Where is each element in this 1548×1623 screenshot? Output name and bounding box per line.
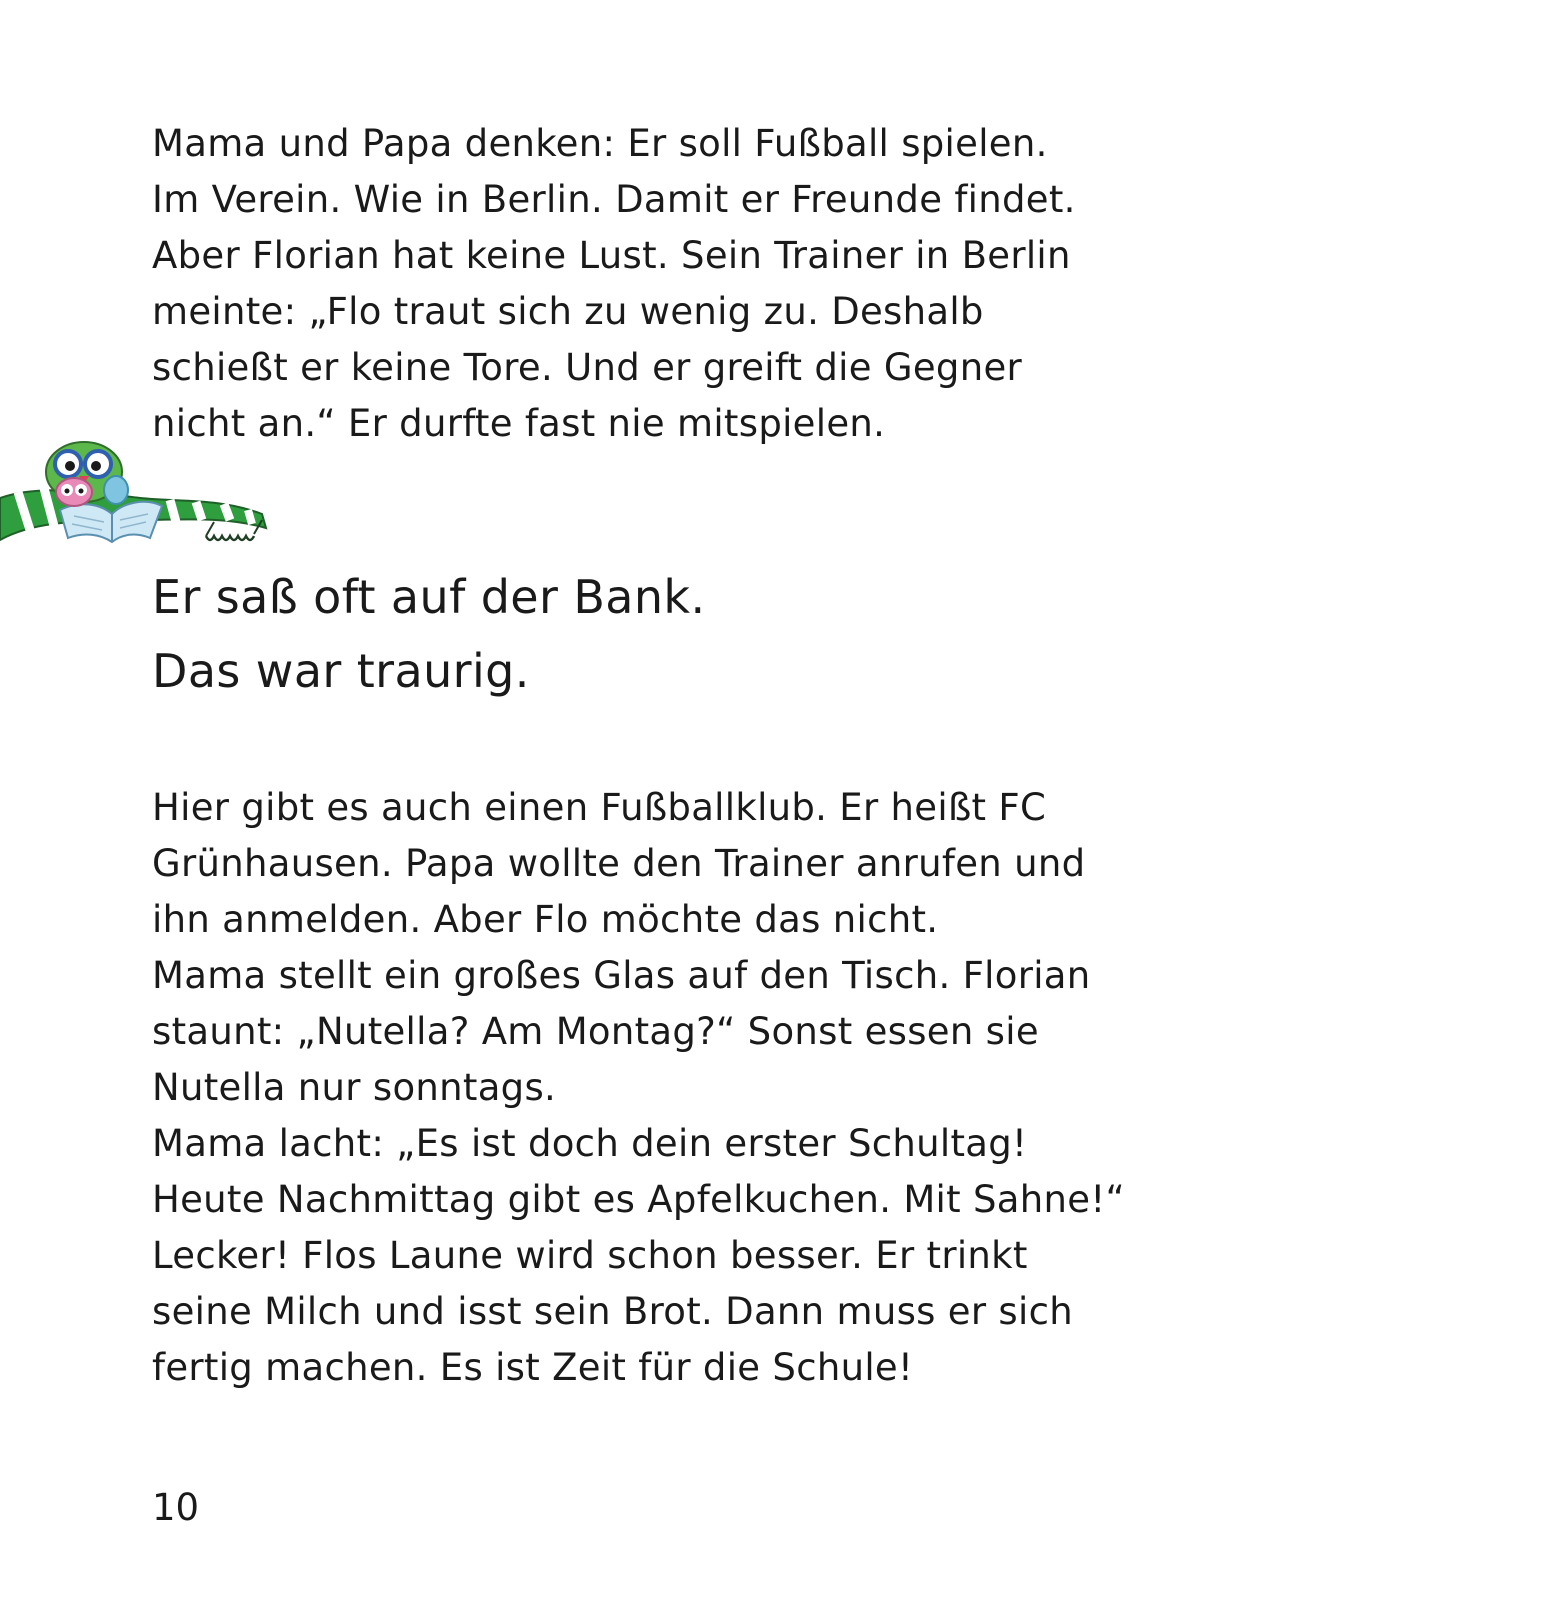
text-line: fertig machen. Es ist Zeit für die Schule! xyxy=(152,1346,914,1389)
paragraph-2 xyxy=(152,780,1125,1396)
highlight-text xyxy=(152,560,706,708)
text-line: nicht an.“ Er durfte fast nie mitspielen. xyxy=(152,402,886,445)
text-line: Im Verein. Wie in Berlin. Damit er Freunde findet. xyxy=(152,178,1076,221)
text-line: schießt er keine Tore. Und er greift die Gegner xyxy=(152,346,1023,389)
text-line: Hier gibt es auch einen Fußballklub. Er heißt FC xyxy=(152,786,1047,829)
text-line: Aber Florian hat keine Lust. Sein Trainer in Berlin xyxy=(152,234,1071,277)
text-line: staunt: „Nutella? Am Montag?“ Sonst essen sie xyxy=(152,1010,1039,1053)
owl-reading-book-on-scarf-icon xyxy=(0,440,280,580)
text-line: Heute Nachmittag gibt es Apfelkuchen. Mit Sahne!“ xyxy=(152,1178,1125,1221)
page-number: 10 xyxy=(152,1486,200,1529)
text-line: Nutella nur sonntags. xyxy=(152,1066,557,1109)
text-line: Mama lacht: „Es ist doch dein erster Schultag! xyxy=(152,1122,1028,1165)
text-line: Mama stellt ein großes Glas auf den Tisch. Florian xyxy=(152,954,1091,997)
highlight-line: Das war traurig. xyxy=(152,644,530,698)
text-line: meinte: „Flo traut sich zu wenig zu. Deshalb xyxy=(152,290,984,333)
paragraph-1 xyxy=(152,116,1076,452)
text-line: Mama und Papa denken: Er soll Fußball spielen. xyxy=(152,122,1048,165)
text-line: Grünhausen. Papa wollte den Trainer anrufen und xyxy=(152,842,1086,885)
text-line: seine Milch und isst sein Brot. Dann muss er sich xyxy=(152,1290,1073,1333)
highlight-line: Er saß oft auf der Bank. xyxy=(152,570,706,624)
text-line: ihn anmelden. Aber Flo möchte das nicht. xyxy=(152,898,939,941)
text-line: Lecker! Flos Laune wird schon besser. Er trinkt xyxy=(152,1234,1028,1277)
